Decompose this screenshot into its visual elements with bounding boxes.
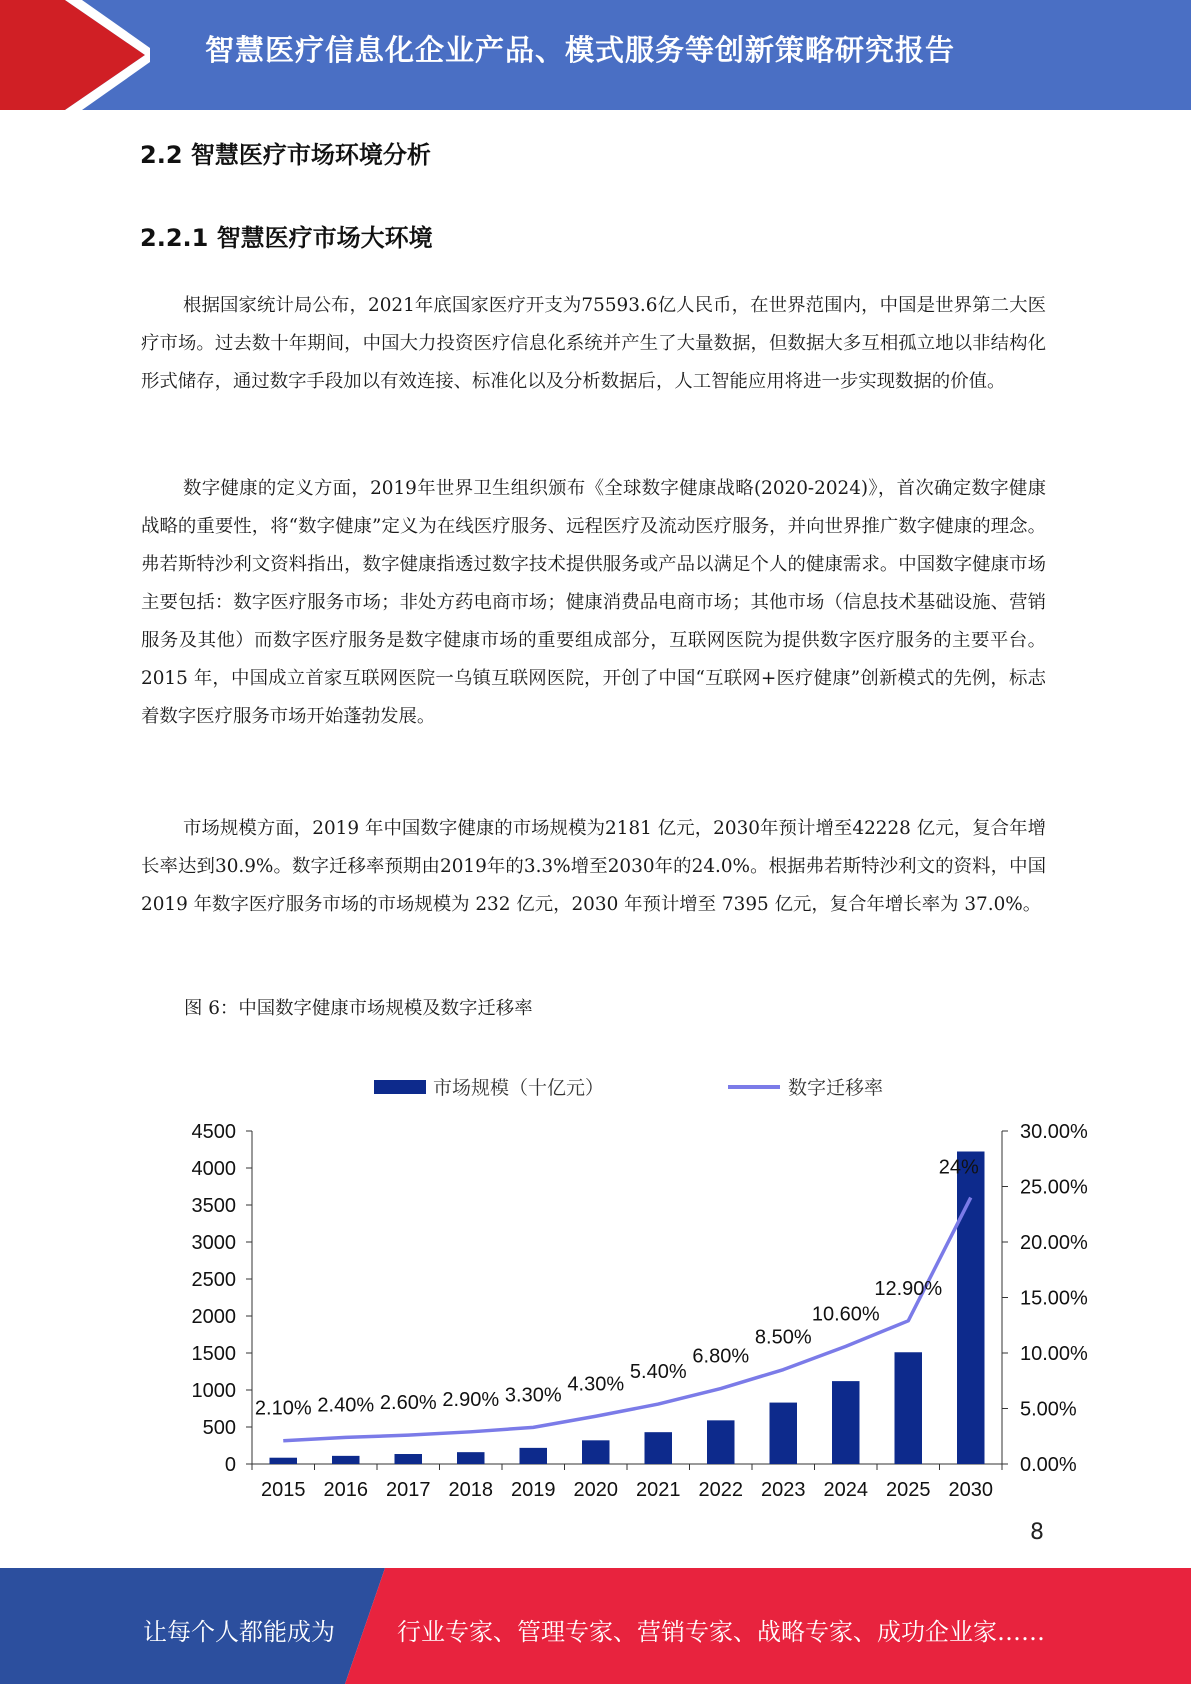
bar-2018 <box>457 1452 485 1464</box>
bar-2021 <box>645 1432 673 1464</box>
right-tick-label: 5.00% <box>1020 1398 1077 1421</box>
rate-label-2020: 4.30% <box>567 1373 625 1396</box>
paragraph-3: 市场规模方面，2019 年中国数字健康的市场规模为2181 亿元，2030年预计增至42228 亿元，复合年增长率达到30.9%。数字迁移率预期由2019年的3.3%增至2030年的24.0%。根据弗若斯特沙利文的资料，中国 2019 年数字医疗服务市场的市场规模为 232 亿元，2030 年预计增至 7395 亿元，复合年增长率为 37.0%。 <box>141 818 1046 915</box>
legend-bar-swatch <box>374 1080 426 1094</box>
left-tick-label: 2500 <box>191 1269 236 1291</box>
rate-label-2025: 12.90% <box>874 1277 943 1300</box>
x-tick-label: 2022 <box>698 1479 743 1501</box>
left-tick-label: 3500 <box>191 1195 236 1217</box>
figure-caption: 图 6：中国数字健康市场规模及数字迁移率 <box>184 998 533 1019</box>
bar-2020 <box>582 1440 610 1464</box>
header-title: 智慧医疗信息化企业产品、模式服务等创新策略研究报告 <box>205 33 956 67</box>
left-tick-label: 4500 <box>191 1121 236 1143</box>
rate-label-2018: 2.90% <box>442 1388 500 1411</box>
rate-label-2015: 2.10% <box>254 1397 312 1420</box>
left-tick-label: 1000 <box>191 1380 236 1402</box>
rate-label-2019: 3.30% <box>504 1384 562 1407</box>
right-tick-label: 0.00% <box>1020 1454 1077 1476</box>
x-tick-label: 2019 <box>511 1479 556 1501</box>
right-tick-label: 15.00% <box>1020 1287 1088 1310</box>
footer-right-text: 行业专家、管理专家、营销专家、战略专家、成功企业家…… <box>397 1618 1045 1646</box>
rate-label-2016: 2.40% <box>317 1394 375 1417</box>
rate-label-2030: 24% <box>938 1156 979 1179</box>
section-heading: 2.2 智慧医疗市场环境分析 <box>140 141 431 169</box>
left-tick-label: 0 <box>224 1454 236 1476</box>
rate-label-2023: 8.50% <box>754 1326 812 1349</box>
x-tick-label: 2015 <box>261 1479 306 1501</box>
paragraph-2: 数字健康的定义方面，2019年世界卫生组织颁布《全球数字健康战略(2020-2024)》，首次确定数字健康战略的重要性，将“数字健康”定义为在线医疗服务、远程医疗及流动医疗服务，并向世界推广数字健康的理念。弗若斯特沙利文资料指出，数字健康指透过数字技术提供服务或产品以满足个人的健康需求。中国数字健康市场主要包括：数字医疗服务市场；非处方药电商市场；健康消费品电商市场；其他市场（信息技术基础设施、营销服务及其他）而数字医疗服务是数字健康市场的重要组成部分，互联网医院为提供数字医疗服务的主要平台。2015 年，中国成立首家互联网医院一乌镇互联网医院，开创了中国“互联网+医疗健康”创新模式的先例，标志着数字医疗服务市场开始蓬勃发展。 <box>141 478 1046 727</box>
right-tick-label: 25.00% <box>1020 1176 1088 1199</box>
left-tick-label: 500 <box>202 1417 236 1439</box>
x-tick-label: 2024 <box>823 1479 868 1501</box>
x-tick-label: 2025 <box>886 1479 931 1501</box>
bar-2025 <box>895 1352 923 1464</box>
left-tick-label: 3000 <box>191 1232 236 1254</box>
bar-2023 <box>770 1403 798 1464</box>
subsection-heading: 2.2.1 智慧医疗市场大环境 <box>140 224 433 252</box>
right-tick-label: 30.00% <box>1020 1121 1088 1143</box>
x-tick-label: 2016 <box>323 1479 368 1501</box>
bar-2024 <box>832 1381 860 1464</box>
rate-label-2024: 10.60% <box>811 1303 880 1326</box>
legend-line-label: 数字迁移率 <box>788 1077 884 1099</box>
rate-label-2021: 5.40% <box>629 1361 687 1384</box>
right-tick-label: 20.00% <box>1020 1232 1088 1254</box>
rate-label-2022: 6.80% <box>692 1345 750 1368</box>
bar-2015 <box>270 1458 298 1464</box>
x-tick-label: 2018 <box>448 1479 493 1501</box>
footer-left-text: 让每个人都能成为 <box>143 1618 335 1646</box>
page-number: 8 <box>1030 1520 1044 1545</box>
legend-bar-label: 市场规模（十亿元） <box>433 1077 605 1099</box>
page-footer <box>0 1568 1191 1684</box>
left-tick-label: 1500 <box>191 1343 236 1365</box>
right-tick-label: 10.00% <box>1020 1343 1088 1365</box>
x-tick-label: 2023 <box>761 1479 806 1501</box>
rate-label-2017: 2.60% <box>379 1392 437 1415</box>
left-tick-label: 4000 <box>191 1158 236 1180</box>
x-tick-label: 2030 <box>948 1479 993 1501</box>
bar-2022 <box>707 1420 735 1464</box>
bar-2019 <box>520 1448 548 1464</box>
x-tick-label: 2021 <box>636 1479 681 1501</box>
left-tick-label: 2000 <box>191 1306 236 1328</box>
bar-2016 <box>332 1456 360 1464</box>
x-tick-label: 2020 <box>573 1479 618 1501</box>
bar-2017 <box>395 1454 423 1464</box>
x-tick-label: 2017 <box>386 1479 431 1501</box>
paragraph-1: 根据国家统计局公布，2021年底国家医疗开支为75593.6亿人民币，在世界范围内，中国是世界第二大医疗市场。过去数十年期间，中国大力投资医疗信息化系统并产生了大量数据，但数据大多互相孤立地以非结构化形式储存，通过数字手段加以有效连接、标准化以及分析数据后，人工智能应用将进一步实现数据的价值。 <box>141 295 1046 392</box>
